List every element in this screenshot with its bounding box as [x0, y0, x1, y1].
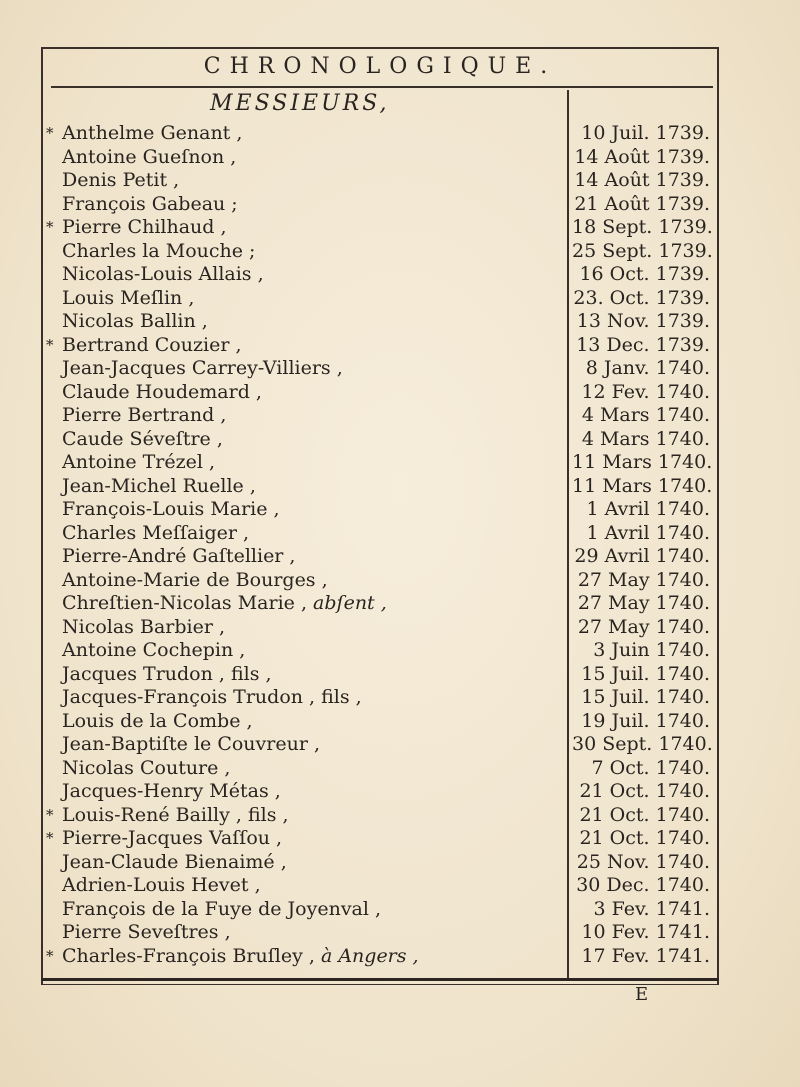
reception-date: 29 Avril 1740. — [574, 545, 710, 567]
member-name — [62, 193, 238, 216]
member-name — [62, 663, 272, 686]
member-name-text: Pierre Chilhaud , — [62, 216, 227, 238]
list-item — [0, 639, 800, 662]
list-item — [0, 240, 800, 263]
reception-date: 3 Fev. 1741. — [593, 897, 710, 920]
member-name-text: Jacques-François Trudon , fils , — [62, 686, 362, 708]
member-name — [62, 146, 236, 169]
member-name — [62, 498, 280, 521]
reception-date: 16 Oct. 1739. — [579, 263, 710, 285]
member-name — [62, 475, 256, 498]
reception-date: 10 Fev. 1741. — [581, 921, 710, 943]
reception-date: 3 Juin 1740. — [593, 639, 710, 661]
reception-date: 14 Août 1739. — [574, 145, 710, 168]
member-name-text: Charles Meſſaiger , — [62, 521, 250, 544]
member-name-text: Jacques-Henry Métas , — [62, 780, 281, 802]
running-title: CHRONOLOGIQUE. — [203, 54, 557, 79]
member-name-text: Denis Petit , — [62, 169, 180, 191]
reception-date: 27 May 1740. — [577, 568, 710, 591]
member-name — [62, 710, 253, 733]
list-item — [0, 616, 800, 639]
list-item — [0, 475, 800, 498]
member-name — [62, 428, 223, 451]
reception-date: 18 Sept. 1739. — [572, 216, 713, 238]
list-item — [0, 263, 800, 286]
list-item — [0, 522, 800, 545]
member-name — [62, 169, 179, 192]
list-item — [0, 851, 800, 874]
list-item — [0, 545, 800, 568]
asterisk-mark: * — [46, 829, 54, 847]
asterisk-mark: * — [46, 946, 54, 965]
member-name-text: Claude Houdemard , — [62, 380, 262, 403]
signature-mark: E — [635, 984, 649, 1005]
list-item — [0, 381, 800, 404]
list-item — [0, 757, 800, 780]
list-item — [0, 404, 800, 427]
list-item — [0, 804, 800, 827]
member-name-text: Pierre-André Gaſtellier , — [62, 545, 296, 567]
reception-date: 8 Janv. 1740. — [585, 357, 710, 379]
reception-date: 15 Juil. 1740. — [581, 686, 710, 708]
member-name-text: Chreſtien-Nicolas Marie , — [62, 592, 307, 614]
member-name-text: Louis-René Bailly , fils , — [62, 803, 289, 826]
member-name — [62, 404, 226, 427]
member-name — [62, 545, 295, 568]
reception-date: 21 Oct. 1740. — [579, 780, 710, 802]
member-name — [62, 757, 230, 780]
asterisk-mark: * — [46, 805, 54, 824]
list-item — [0, 898, 800, 921]
reception-date: 27 May 1740. — [577, 615, 710, 638]
reception-date: 13 Dec. 1739. — [576, 333, 710, 356]
list-item — [0, 310, 800, 333]
member-name — [62, 898, 381, 921]
reception-date: 15 Juil. 1740. — [581, 662, 710, 685]
reception-date: 1 Avril 1740. — [586, 498, 710, 520]
list-item — [0, 428, 800, 451]
list-item — [0, 357, 800, 380]
list-item — [0, 146, 800, 169]
member-name-text: Antoine-Marie de Bourges , — [62, 568, 328, 591]
member-name — [62, 381, 262, 404]
reception-date: 12 Fev. 1740. — [581, 380, 710, 403]
asterisk-mark: * — [46, 124, 54, 142]
list-item — [0, 710, 800, 733]
reception-date: 13 Nov. 1739. — [576, 310, 710, 332]
member-name-text: François-Louis Marie , — [62, 498, 280, 520]
member-name-text: Charles la Mouche ; — [62, 239, 256, 262]
reception-date: 27 May 1740. — [577, 592, 710, 614]
list-item — [0, 827, 800, 850]
member-name — [62, 522, 249, 545]
list-item — [0, 216, 800, 239]
member-name — [62, 263, 264, 286]
member-name — [62, 780, 281, 803]
bottom-rule-thin — [41, 984, 719, 985]
member-name-text: Bertrand Couzier , — [62, 333, 242, 356]
member-name-text: Caude Séveſtre , — [62, 427, 223, 450]
reception-date: 25 Nov. 1740. — [576, 850, 710, 873]
member-name-text: Adrien-Louis Hevet , — [62, 874, 261, 896]
member-name-text: Nicolas Barbier , — [62, 615, 225, 638]
reception-date: 4 Mars 1740. — [581, 404, 710, 426]
list-item — [0, 921, 800, 944]
reception-date: 7 Oct. 1740. — [591, 756, 710, 779]
member-name — [62, 216, 227, 239]
member-name-text: Louis Meſlin , — [62, 286, 195, 309]
member-name — [62, 122, 242, 145]
member-name-text: Anthelme Genant , — [62, 122, 243, 144]
member-name-text: François de la Fuye de Joyenval , — [62, 897, 382, 920]
reception-date: 11 Mars 1740. — [572, 474, 713, 497]
list-item — [0, 733, 800, 756]
member-name-text: Jean-Baptiſte le Couvreur , — [62, 733, 320, 755]
list-item — [0, 169, 800, 192]
reception-date: 21 Oct. 1740. — [579, 827, 710, 849]
header-rule — [51, 86, 713, 88]
member-name-text: Charles-François Bruſley , — [62, 944, 315, 967]
member-name — [62, 874, 261, 897]
member-name — [62, 804, 289, 827]
list-item — [0, 334, 800, 357]
list-item — [0, 569, 800, 592]
list-item — [0, 945, 800, 968]
reception-date: 19 Juil. 1740. — [581, 709, 710, 732]
list-item — [0, 686, 800, 709]
reception-date: 4 Mars 1740. — [581, 427, 710, 450]
reception-date: 1 Avril 1740. — [586, 521, 710, 544]
reception-date: 30 Sept. 1740. — [572, 733, 713, 755]
member-name-text: Antoine Trézel , — [62, 451, 216, 473]
reception-date: 23. Oct. 1739. — [573, 286, 710, 309]
member-name — [62, 240, 255, 263]
list-item — [0, 780, 800, 803]
member-name — [62, 851, 287, 874]
list-item — [0, 287, 800, 310]
bottom-rule — [41, 978, 719, 981]
member-name — [62, 310, 208, 333]
member-name — [62, 827, 282, 850]
member-name — [62, 945, 419, 968]
reception-date: 30 Dec. 1740. — [576, 874, 710, 896]
member-name — [62, 686, 362, 709]
section-title: MESSIEURS, — [210, 91, 390, 116]
reception-date: 21 Oct. 1740. — [579, 803, 710, 826]
member-name-text: Pierre Seveſtres , — [62, 921, 231, 943]
member-name-text: Nicolas-Louis Allais , — [62, 263, 264, 285]
asterisk-mark: * — [46, 218, 54, 236]
member-name-text: Pierre-Jacques Vaſſou , — [62, 827, 283, 849]
reception-date: 17 Fev. 1741. — [581, 944, 710, 967]
member-name-text: Jacques Trudon , fils , — [62, 662, 272, 685]
reception-date: 10 Juil. 1739. — [581, 122, 710, 144]
member-note: à Angers , — [320, 944, 419, 967]
member-name-text: Nicolas Couture , — [62, 756, 231, 779]
member-name-text: Jean-Michel Ruelle , — [62, 474, 256, 497]
list-item — [0, 498, 800, 521]
member-name — [62, 569, 328, 592]
reception-date: 25 Sept. 1739. — [572, 239, 713, 262]
list-item — [0, 122, 800, 145]
member-name — [62, 334, 241, 357]
list-item — [0, 193, 800, 216]
member-name — [62, 616, 225, 639]
member-name — [62, 357, 343, 380]
member-name — [62, 733, 320, 756]
member-name-text: François Gabeau ; — [62, 192, 238, 215]
list-item — [0, 451, 800, 474]
member-name-text: Louis de la Combe , — [62, 709, 253, 732]
member-name-text: Antoine Cochepin , — [62, 639, 246, 661]
member-name-text: Jean-Jacques Carrey-Villiers , — [62, 357, 343, 379]
member-name — [62, 639, 245, 662]
member-name — [62, 592, 387, 615]
reception-date: 21 Août 1739. — [574, 192, 710, 215]
member-name — [62, 287, 194, 310]
list-item — [0, 874, 800, 897]
list-item — [0, 663, 800, 686]
member-name-text: Jean-Claude Bienaimé , — [62, 850, 287, 873]
member-name — [62, 451, 215, 474]
list-item — [0, 592, 800, 615]
member-name — [62, 921, 231, 944]
member-note: abſent , — [313, 592, 387, 614]
reception-date: 14 Août 1739. — [574, 169, 710, 191]
member-name-text: Nicolas Ballin , — [62, 310, 208, 332]
member-name-text: Antoine Gueſnon , — [62, 145, 237, 168]
reception-date: 11 Mars 1740. — [572, 451, 713, 473]
member-name-text: Pierre Bertrand , — [62, 404, 227, 426]
asterisk-mark: * — [46, 335, 54, 354]
